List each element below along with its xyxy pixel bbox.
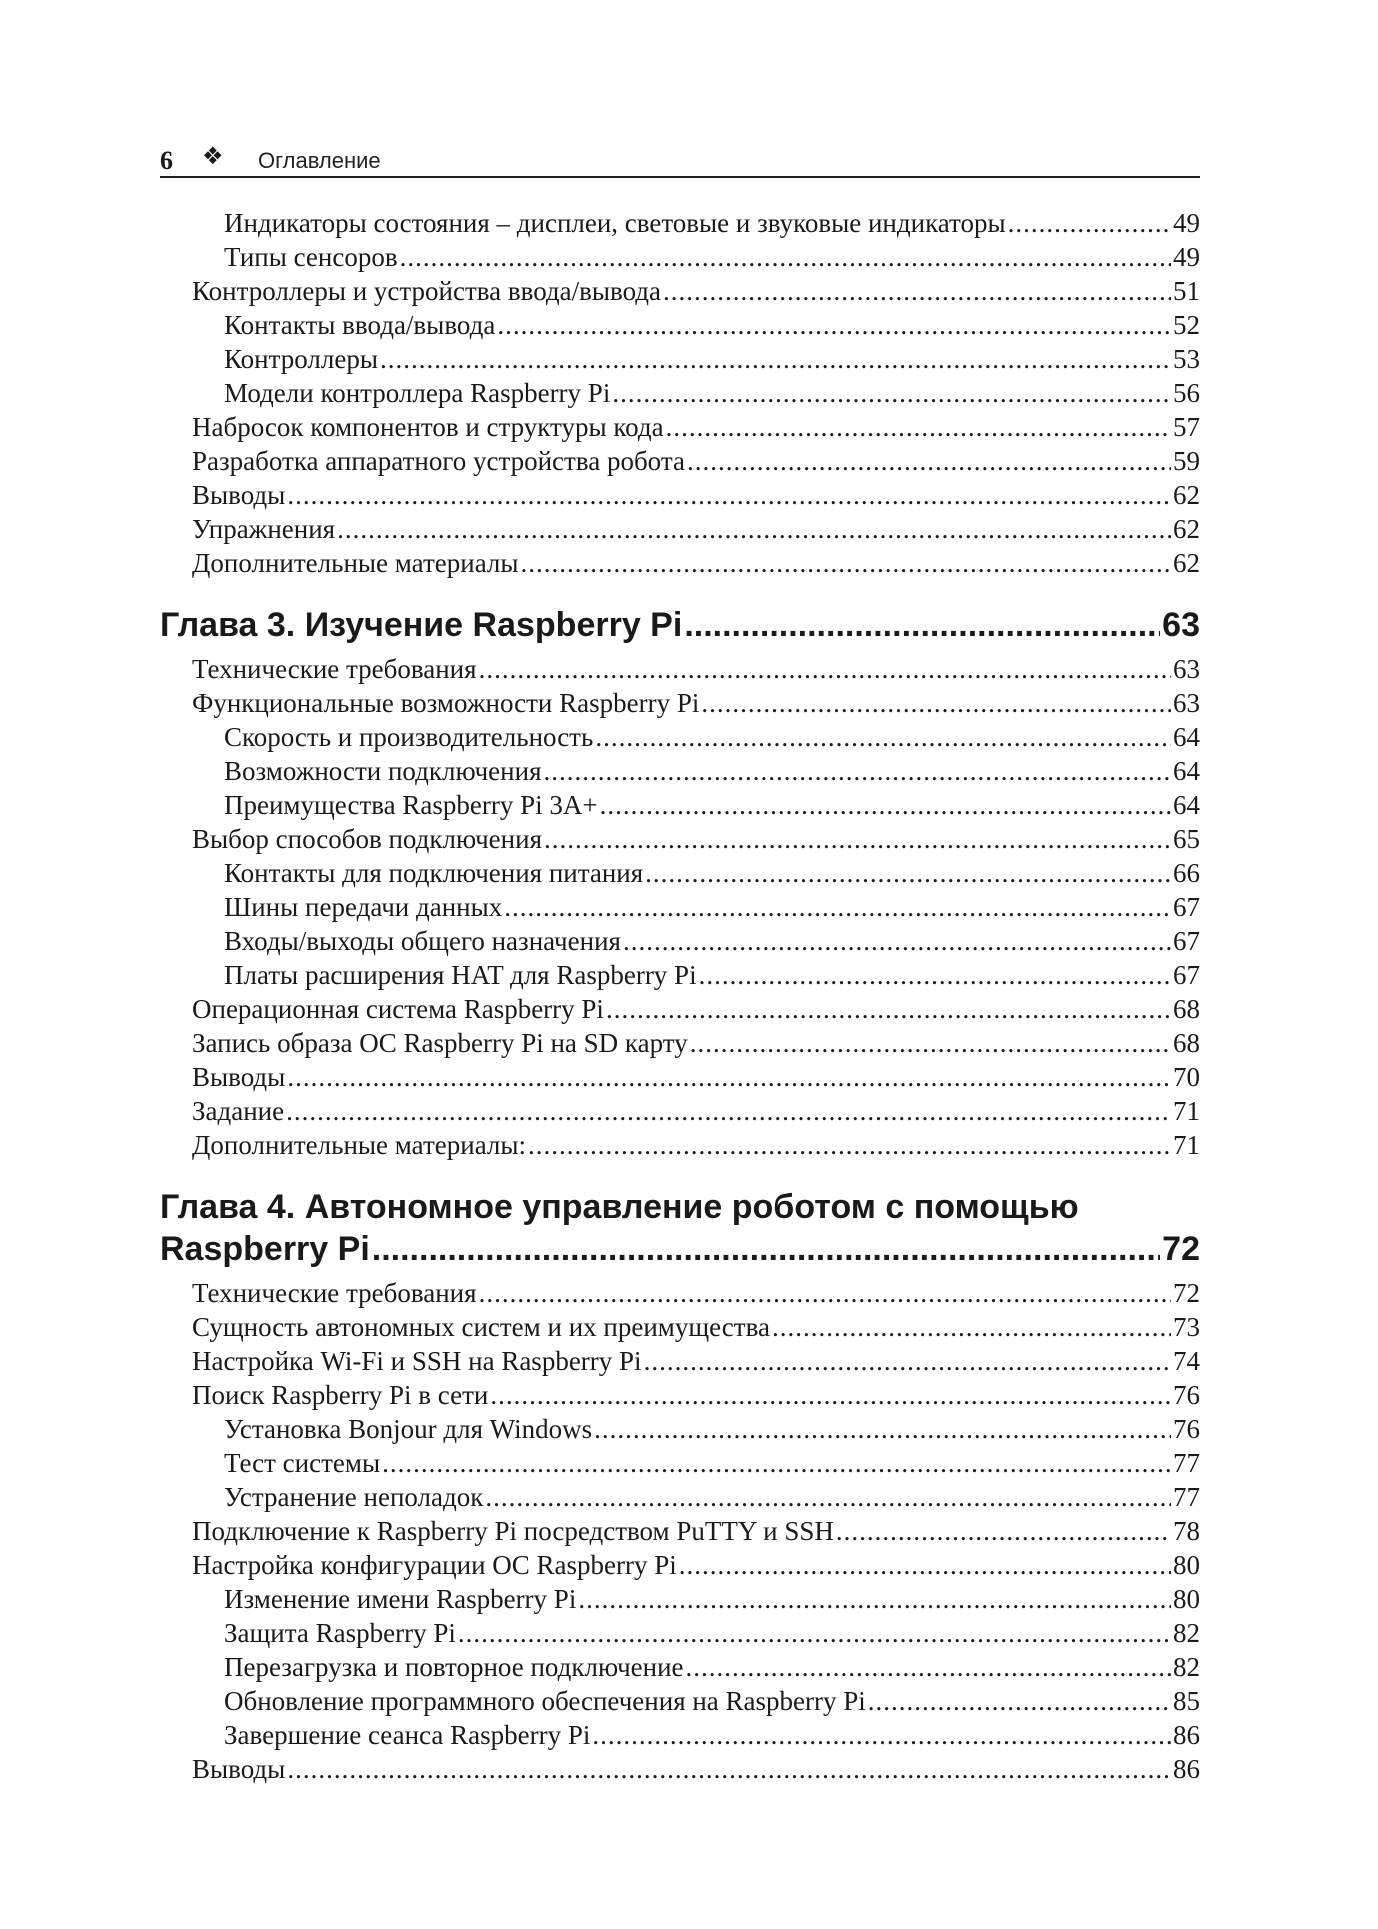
toc-entry-title: Выводы <box>192 1754 286 1784</box>
toc-entry[interactable] <box>160 1650 1200 1684</box>
toc-entry-page: 59 <box>1173 446 1200 476</box>
toc-entry[interactable] <box>160 206 1200 240</box>
leader-dots <box>699 958 1171 992</box>
toc-entry-page: 66 <box>1173 858 1200 888</box>
toc-entry[interactable] <box>160 856 1200 890</box>
leader-dots <box>663 274 1171 308</box>
toc-entry-title: Подключение к Raspberry Pi посредством PuTTY и SSH <box>192 1516 834 1546</box>
leader-dots <box>644 1344 1171 1378</box>
toc-entry-page: 51 <box>1173 276 1200 306</box>
toc-entry-title: Дополнительные материалы <box>192 548 519 578</box>
toc-entry-page: 86 <box>1173 1754 1200 1784</box>
toc-entry-page: 78 <box>1173 1516 1200 1546</box>
toc-entry[interactable] <box>160 1310 1200 1344</box>
toc-entry[interactable] <box>160 342 1200 376</box>
toc-entry-page: 72 <box>1173 1278 1200 1308</box>
toc-entry[interactable] <box>160 822 1200 856</box>
toc-section-continued <box>160 206 1200 580</box>
toc-entry-title: Скорость и производительность <box>224 722 594 752</box>
toc-section-chapter-4 <box>160 1276 1200 1786</box>
leader-dots <box>666 410 1171 444</box>
toc-section-chapter-3 <box>160 652 1200 1162</box>
toc-entry-page: 68 <box>1173 994 1200 1024</box>
toc-entry-title: Выводы <box>192 1062 286 1092</box>
leader-dots <box>623 924 1171 958</box>
toc-entry-page: 49 <box>1173 242 1200 272</box>
leader-dots <box>287 1752 1171 1786</box>
leader-dots <box>600 788 1171 822</box>
toc-entry[interactable] <box>160 1616 1200 1650</box>
toc-entry-title: Платы расширения HAT для Raspberry Pi <box>224 960 697 990</box>
toc-entry-page: 56 <box>1173 378 1200 408</box>
toc-entry-page: 62 <box>1173 514 1200 544</box>
leader-dots <box>485 1480 1171 1514</box>
toc-entry-page: 74 <box>1173 1346 1200 1376</box>
leader-dots <box>528 1128 1171 1162</box>
toc-entry-page: 64 <box>1173 722 1200 752</box>
running-header <box>160 140 1200 178</box>
toc-chapter-3[interactable] <box>160 604 1200 646</box>
toc-entry-title: Поиск Raspberry Pi в сети <box>192 1380 489 1410</box>
toc-entry-title: Входы/выходы общего назначения <box>224 926 621 956</box>
toc-entry-page: 85 <box>1173 1686 1200 1716</box>
leader-dots <box>1008 206 1171 240</box>
toc-entry[interactable] <box>160 1412 1200 1446</box>
toc-entry-page: 67 <box>1173 926 1200 956</box>
leader-dots <box>772 1310 1171 1344</box>
toc-entry[interactable] <box>160 890 1200 924</box>
toc-entry-title: Выводы <box>192 480 286 510</box>
leader-dots <box>521 546 1171 580</box>
toc-entry[interactable] <box>160 720 1200 754</box>
toc-entry-title: Настройка конфигурации OC Raspberry Pi <box>192 1550 677 1580</box>
toc-entry-page: 67 <box>1173 960 1200 990</box>
leader-dots <box>836 1514 1171 1548</box>
leader-dots <box>479 1276 1171 1310</box>
toc-entry-page: 73 <box>1173 1312 1200 1342</box>
toc-entry-title: Устранение неполадок <box>224 1482 484 1512</box>
toc-entry-page: 62 <box>1173 480 1200 510</box>
toc-entry-page: 80 <box>1173 1550 1200 1580</box>
toc-entry[interactable] <box>160 1684 1200 1718</box>
toc-entry-page: 82 <box>1173 1652 1200 1682</box>
toc-entry-page: 63 <box>1173 688 1200 718</box>
toc-entry-page: 71 <box>1173 1096 1200 1126</box>
page-number: 6 <box>160 146 173 175</box>
toc-entry-title: Настройка Wi-Fi и SSH на Raspberry Pi <box>192 1346 642 1376</box>
toc-entry-page: 57 <box>1173 412 1200 442</box>
toc-entry-page: 65 <box>1173 824 1200 854</box>
toc-entry-title: Контроллеры и устройства ввода/вывода <box>192 276 662 306</box>
toc-entry[interactable] <box>160 240 1200 274</box>
toc-entry[interactable] <box>160 1718 1200 1752</box>
leader-dots <box>868 1684 1171 1718</box>
toc-entry-title: Дополнительные материалы: <box>192 1130 527 1160</box>
ornament-icon: ❖ <box>202 143 224 170</box>
toc-entry[interactable] <box>160 686 1200 720</box>
toc-entry[interactable] <box>160 1752 1200 1786</box>
toc-entry-page: 82 <box>1173 1618 1200 1648</box>
toc-entry-title: Установка Bonjour для Windows <box>224 1414 593 1444</box>
toc-entry-title: Функциональные возможности Raspberry Pi <box>192 688 700 718</box>
toc-entry-title: Технические требования <box>192 654 477 684</box>
toc-entry-title: Выбор способов подключения <box>192 824 542 854</box>
toc-chapter-title: Глава 3. Изучение Raspberry Pi <box>160 606 683 644</box>
running-title: Оглавление <box>258 148 381 173</box>
toc-entry[interactable] <box>160 1060 1200 1094</box>
leader-dots <box>400 240 1171 274</box>
leader-dots <box>690 1026 1171 1060</box>
leader-dots <box>592 1718 1171 1752</box>
toc-entry-title: Изменение имени Raspberry Pi <box>224 1584 577 1614</box>
toc-entry[interactable] <box>160 274 1200 308</box>
toc-entry-title: Обновление программного обеспечения на Raspberry Pi <box>224 1686 866 1716</box>
leader-dots <box>645 856 1171 890</box>
toc-chapter-4[interactable] <box>160 1228 1200 1270</box>
leader-dots <box>380 342 1171 376</box>
toc-entry[interactable] <box>160 924 1200 958</box>
leader-dots <box>544 754 1172 788</box>
toc-entry[interactable] <box>160 410 1200 444</box>
toc-entry[interactable] <box>160 1128 1200 1162</box>
toc-entry-title: Защита Raspberry Pi <box>224 1618 456 1648</box>
toc-entry-title: Запись образа OC Raspberry Pi на SD карту <box>192 1028 688 1058</box>
leader-dots <box>382 1446 1171 1480</box>
toc-entry-page: 76 <box>1173 1380 1200 1410</box>
toc-entry-title: Сущность автономных систем и их преимущества <box>192 1312 770 1342</box>
toc-entry[interactable] <box>160 1548 1200 1582</box>
leader-dots <box>544 822 1171 856</box>
toc-chapter-page: 72 <box>1162 1230 1200 1268</box>
leader-dots <box>490 1378 1171 1412</box>
leader-dots <box>686 1650 1171 1684</box>
toc-entry-page: 70 <box>1173 1062 1200 1092</box>
toc-entry-page: 68 <box>1173 1028 1200 1058</box>
toc-entry-page: 64 <box>1173 790 1200 820</box>
toc-entry[interactable] <box>160 546 1200 580</box>
toc-entry-page: 64 <box>1173 756 1200 786</box>
toc-entry[interactable] <box>160 1344 1200 1378</box>
toc-entry-page: 67 <box>1173 892 1200 922</box>
toc-entry[interactable] <box>160 1446 1200 1480</box>
toc-entry-page: 86 <box>1173 1720 1200 1750</box>
leader-dots <box>287 1060 1171 1094</box>
toc-entry-page: 77 <box>1173 1448 1200 1478</box>
leader-dots <box>595 720 1171 754</box>
toc-entry-title: Упражнения <box>192 514 336 544</box>
toc-entry-title: Индикаторы состояния – дисплеи, световые и звуковые индикаторы <box>224 208 1006 238</box>
toc-entry[interactable] <box>160 444 1200 478</box>
toc-chapter-4-title-line[interactable]: Глава 4. Автономное управление роботом с помощью <box>160 1188 1079 1226</box>
toc-entry-page: 76 <box>1173 1414 1200 1444</box>
toc-entry-title: Контроллеры <box>224 344 378 374</box>
toc-entry-title: Преимущества Raspberry Pi 3A+ <box>224 790 598 820</box>
leader-dots <box>612 376 1171 410</box>
toc-entry-title: Типы сенсоров <box>224 242 398 272</box>
toc-entry-title: Контакты ввода/вывода <box>224 310 496 340</box>
toc-entry[interactable] <box>160 1582 1200 1616</box>
toc-entry-page: 80 <box>1173 1584 1200 1614</box>
leader-dots <box>684 604 1160 646</box>
toc-entry-page: 53 <box>1173 344 1200 374</box>
leader-dots <box>458 1616 1171 1650</box>
toc-entry[interactable] <box>160 652 1200 686</box>
toc-entry-page: 63 <box>1173 654 1200 684</box>
leader-dots <box>286 1094 1171 1128</box>
toc-entry[interactable] <box>160 1378 1200 1412</box>
toc-chapter-page: 63 <box>1162 606 1200 644</box>
leader-dots <box>687 444 1171 478</box>
toc-chapter-title: Raspberry Pi <box>160 1230 370 1268</box>
toc-entry[interactable] <box>160 478 1200 512</box>
toc-entry-title: Задание <box>192 1096 285 1126</box>
leader-dots <box>337 512 1171 546</box>
leader-dots <box>372 1228 1160 1270</box>
toc-entry-page: 77 <box>1173 1482 1200 1512</box>
toc-entry-title: Шины передачи данных <box>224 892 503 922</box>
leader-dots <box>578 1582 1171 1616</box>
toc-entry-page: 49 <box>1173 208 1200 238</box>
toc-entry[interactable] <box>160 1514 1200 1548</box>
toc-entry[interactable] <box>160 788 1200 822</box>
leader-dots <box>679 1548 1171 1582</box>
toc-entry[interactable] <box>160 512 1200 546</box>
toc-entry[interactable] <box>160 308 1200 342</box>
toc-entry[interactable] <box>160 754 1200 788</box>
toc-entry-page: 62 <box>1173 548 1200 578</box>
toc-entry-title: Операционная система Raspberry Pi <box>192 994 604 1024</box>
leader-dots <box>504 890 1171 924</box>
leader-dots <box>701 686 1171 720</box>
toc-entry-title: Модели контроллера Raspberry Pi <box>224 378 611 408</box>
toc-entry[interactable] <box>160 992 1200 1026</box>
toc-entry-title: Разработка аппаратного устройства робота <box>192 446 685 476</box>
leader-dots <box>479 652 1171 686</box>
toc-entry[interactable] <box>160 376 1200 410</box>
toc-entry[interactable] <box>160 1094 1200 1128</box>
toc-entry-page: 71 <box>1173 1130 1200 1160</box>
toc-entry-title: Возможности подключения <box>224 756 542 786</box>
toc-entry-title: Тест системы <box>224 1448 381 1478</box>
leader-dots <box>287 478 1171 512</box>
toc-entry[interactable] <box>160 1480 1200 1514</box>
leader-dots <box>606 992 1171 1026</box>
toc-entry-title: Набросок компонентов и структуры кода <box>192 412 664 442</box>
table-of-contents <box>160 206 1200 1786</box>
toc-entry[interactable] <box>160 1026 1200 1060</box>
toc-entry[interactable] <box>160 958 1200 992</box>
leader-dots <box>497 308 1171 342</box>
toc-entry[interactable] <box>160 1276 1200 1310</box>
toc-entry-title: Завершение сеанса Raspberry Pi <box>224 1720 591 1750</box>
toc-entry-title: Контакты для подключения питания <box>224 858 644 888</box>
toc-entry-title: Технические требования <box>192 1278 477 1308</box>
leader-dots <box>594 1412 1171 1446</box>
toc-entry-page: 52 <box>1173 310 1200 340</box>
toc-entry-title: Перезагрузка и повторное подключение <box>224 1652 684 1682</box>
